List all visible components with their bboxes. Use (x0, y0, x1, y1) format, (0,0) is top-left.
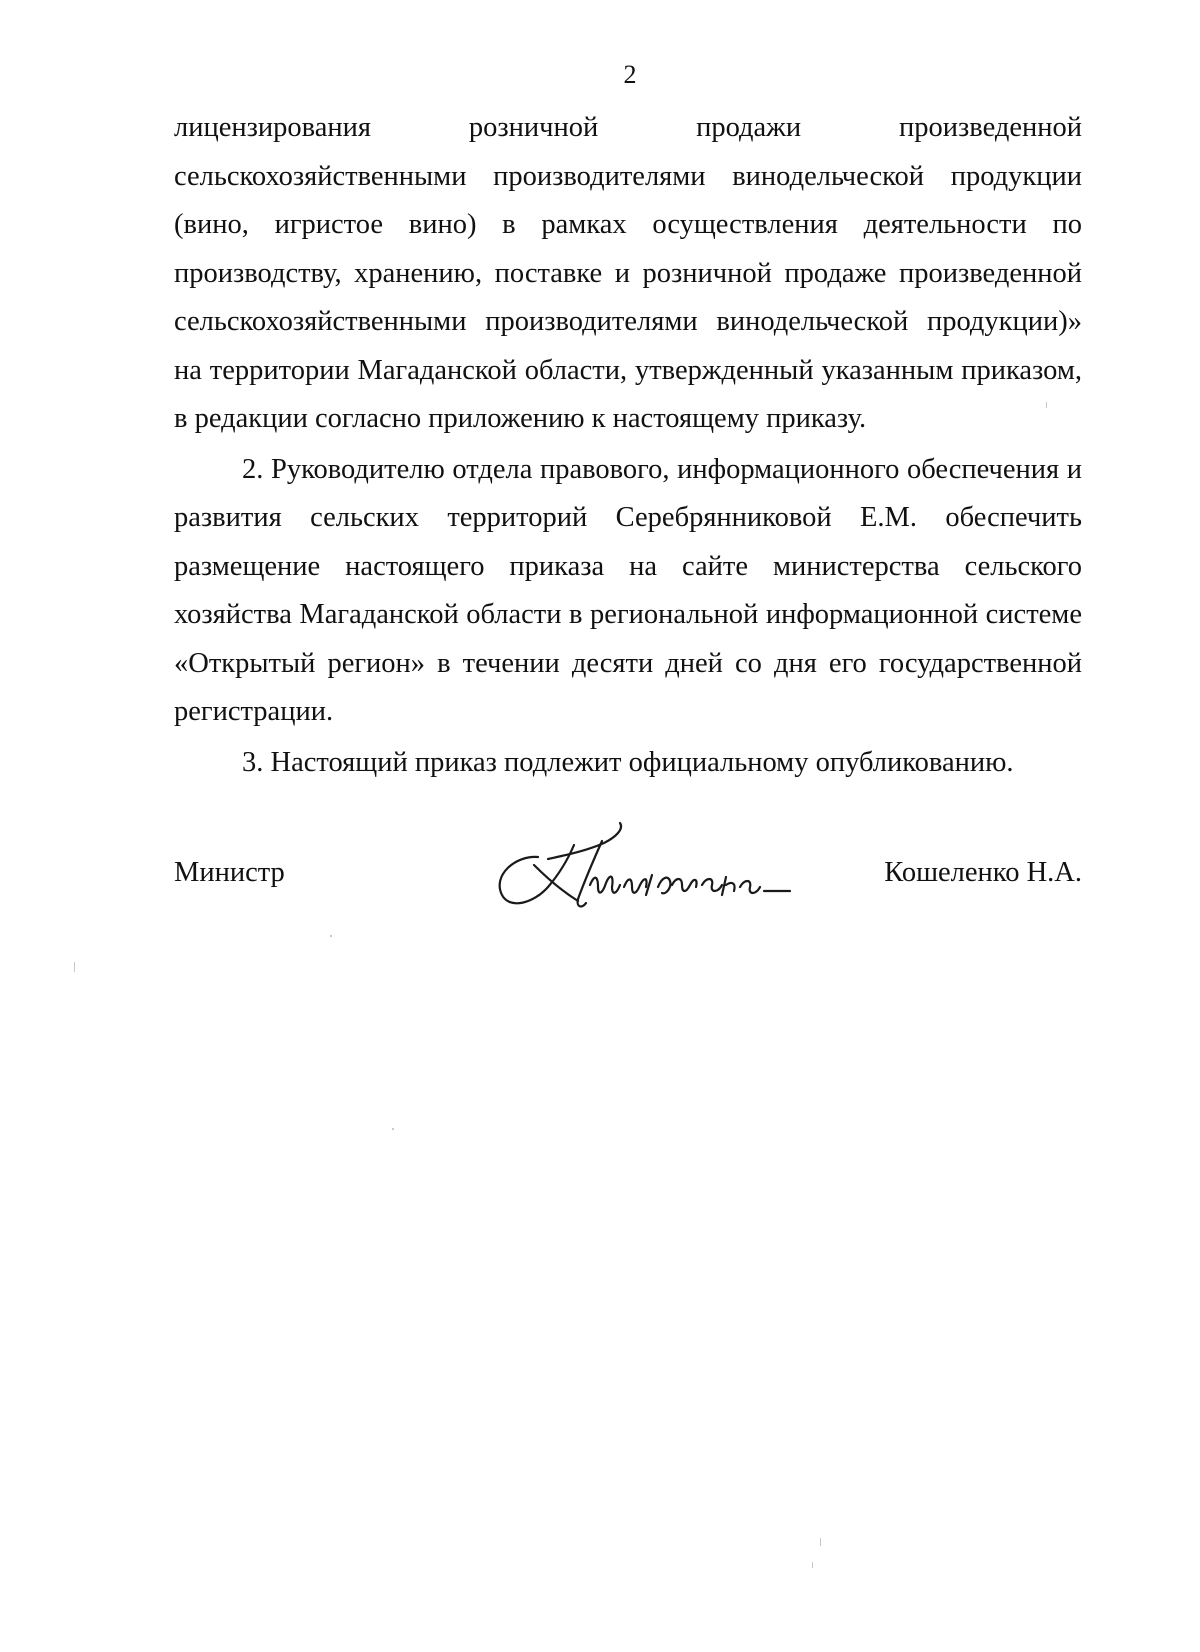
signature-block (174, 815, 1082, 925)
signatory-position: Министр (174, 857, 285, 888)
signatory-name: Кошеленко Н.А. (884, 857, 1082, 888)
paragraph-item-3: 3. Настоящий приказ подлежит официальному опубликованию. (242, 746, 1014, 778)
document-body (174, 104, 1082, 787)
paragraph-item-2: 2. Руководителю отдела правового, информационного обеспечения и развития сельских территорий Серебрянниковой Е.М. обеспечить размещение настоящего приказа на сайте министерства сельского хозяйства Магаданской области в региональной информационной системе «Открытый регион» в течении десяти дней со дня его государственной регистрации. (174, 453, 1082, 727)
paragraph-continuation: лицензирования розничной продажи произведенной сельскохозяйственными производителями винодельческой продукции (вино, игристое вино) в рамках осуществления деятельности по производству, хранению, поставке и розничной продаже произведенной сельскохозяйственными производителями винодельческой продукции)» на территории Магаданской области, утвержденный указанным приказом, в редакции согласно приложению к настоящему приказу. (174, 112, 1082, 434)
scan-speck (1046, 402, 1047, 408)
page-number: 2 (623, 60, 637, 89)
scan-speck (820, 1538, 821, 1546)
handwritten-signature (486, 815, 826, 925)
scan-speck (74, 962, 75, 972)
scan-speck (330, 935, 332, 937)
scan-speck (812, 1562, 813, 1568)
scan-speck (392, 1128, 394, 1130)
